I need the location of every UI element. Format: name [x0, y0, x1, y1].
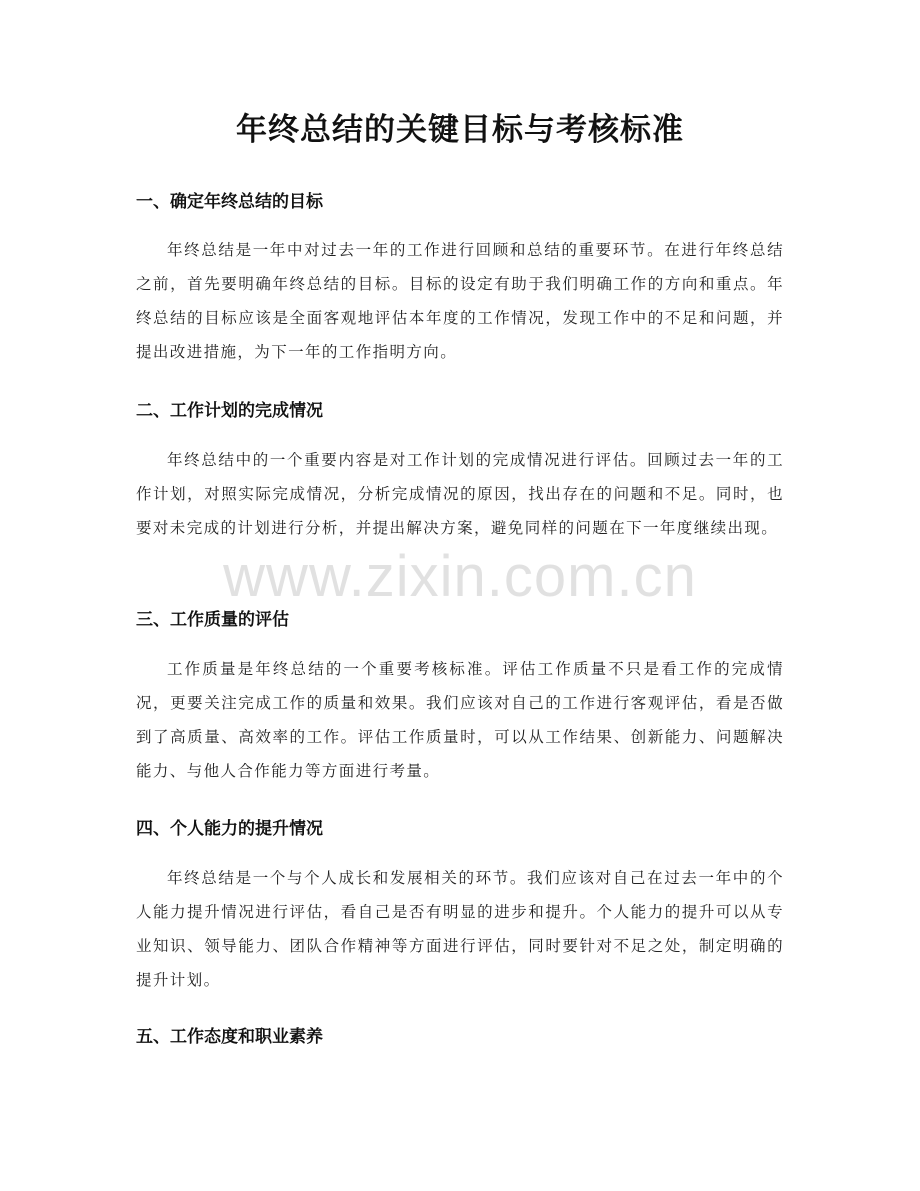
section-heading-2: 二、工作计划的完成情况	[136, 401, 323, 421]
section-paragraph-3: 工作质量是年终总结的一个重要考核标准。评估工作质量不只是看工作的完成情况，更要关注完成工作的质量和效果。我们应该对自己的工作进行客观评估，看是否做到了高质量、高效率的工作。评估工作质量时，可以从工作结果、创新能力、问题解决能力、与他人合作能力等方面进行考量。	[136, 660, 784, 780]
section-paragraph-1: 年终总结是一年中对过去一年的工作进行回顾和总结的重要环节。在进行年终总结之前，首先要明确年终总结的目标。目标的设定有助于我们明确工作的方向和重点。年终总结的目标应该是全面客观地评估本年度的工作情况，发现工作中的不足和问题，并提出改进措施，为下一年的工作指明方向。	[136, 241, 784, 361]
document-title: 年终总结的关键目标与考核标准	[236, 112, 684, 148]
section-heading-5: 五、工作态度和职业素养	[136, 1027, 323, 1047]
section-heading-3: 三、工作质量的评估	[136, 610, 289, 630]
section-heading-4: 四、个人能力的提升情况	[136, 819, 323, 839]
section-paragraph-2: 年终总结中的一个重要内容是对工作计划的完成情况进行评估。回顾过去一年的工作计划，对照实际完成情况，分析完成情况的原因，找出存在的问题和不足。同时，也要对未完成的计划进行分析，并提出解决方案，避免同样的问题在下一年度继续出现。	[136, 451, 784, 537]
section-heading-1: 一、确定年终总结的目标	[136, 192, 323, 212]
watermark: www.zixin.com.cn	[223, 544, 697, 609]
section-paragraph-4: 年终总结是一个与个人成长和发展相关的环节。我们应该对自己在过去一年中的个人能力提升情况进行评估，看自己是否有明显的进步和提升。个人能力的提升可以从专业知识、领导能力、团队合作精神等方面进行评估，同时要针对不足之处，制定明确的提升计划。	[136, 869, 784, 989]
